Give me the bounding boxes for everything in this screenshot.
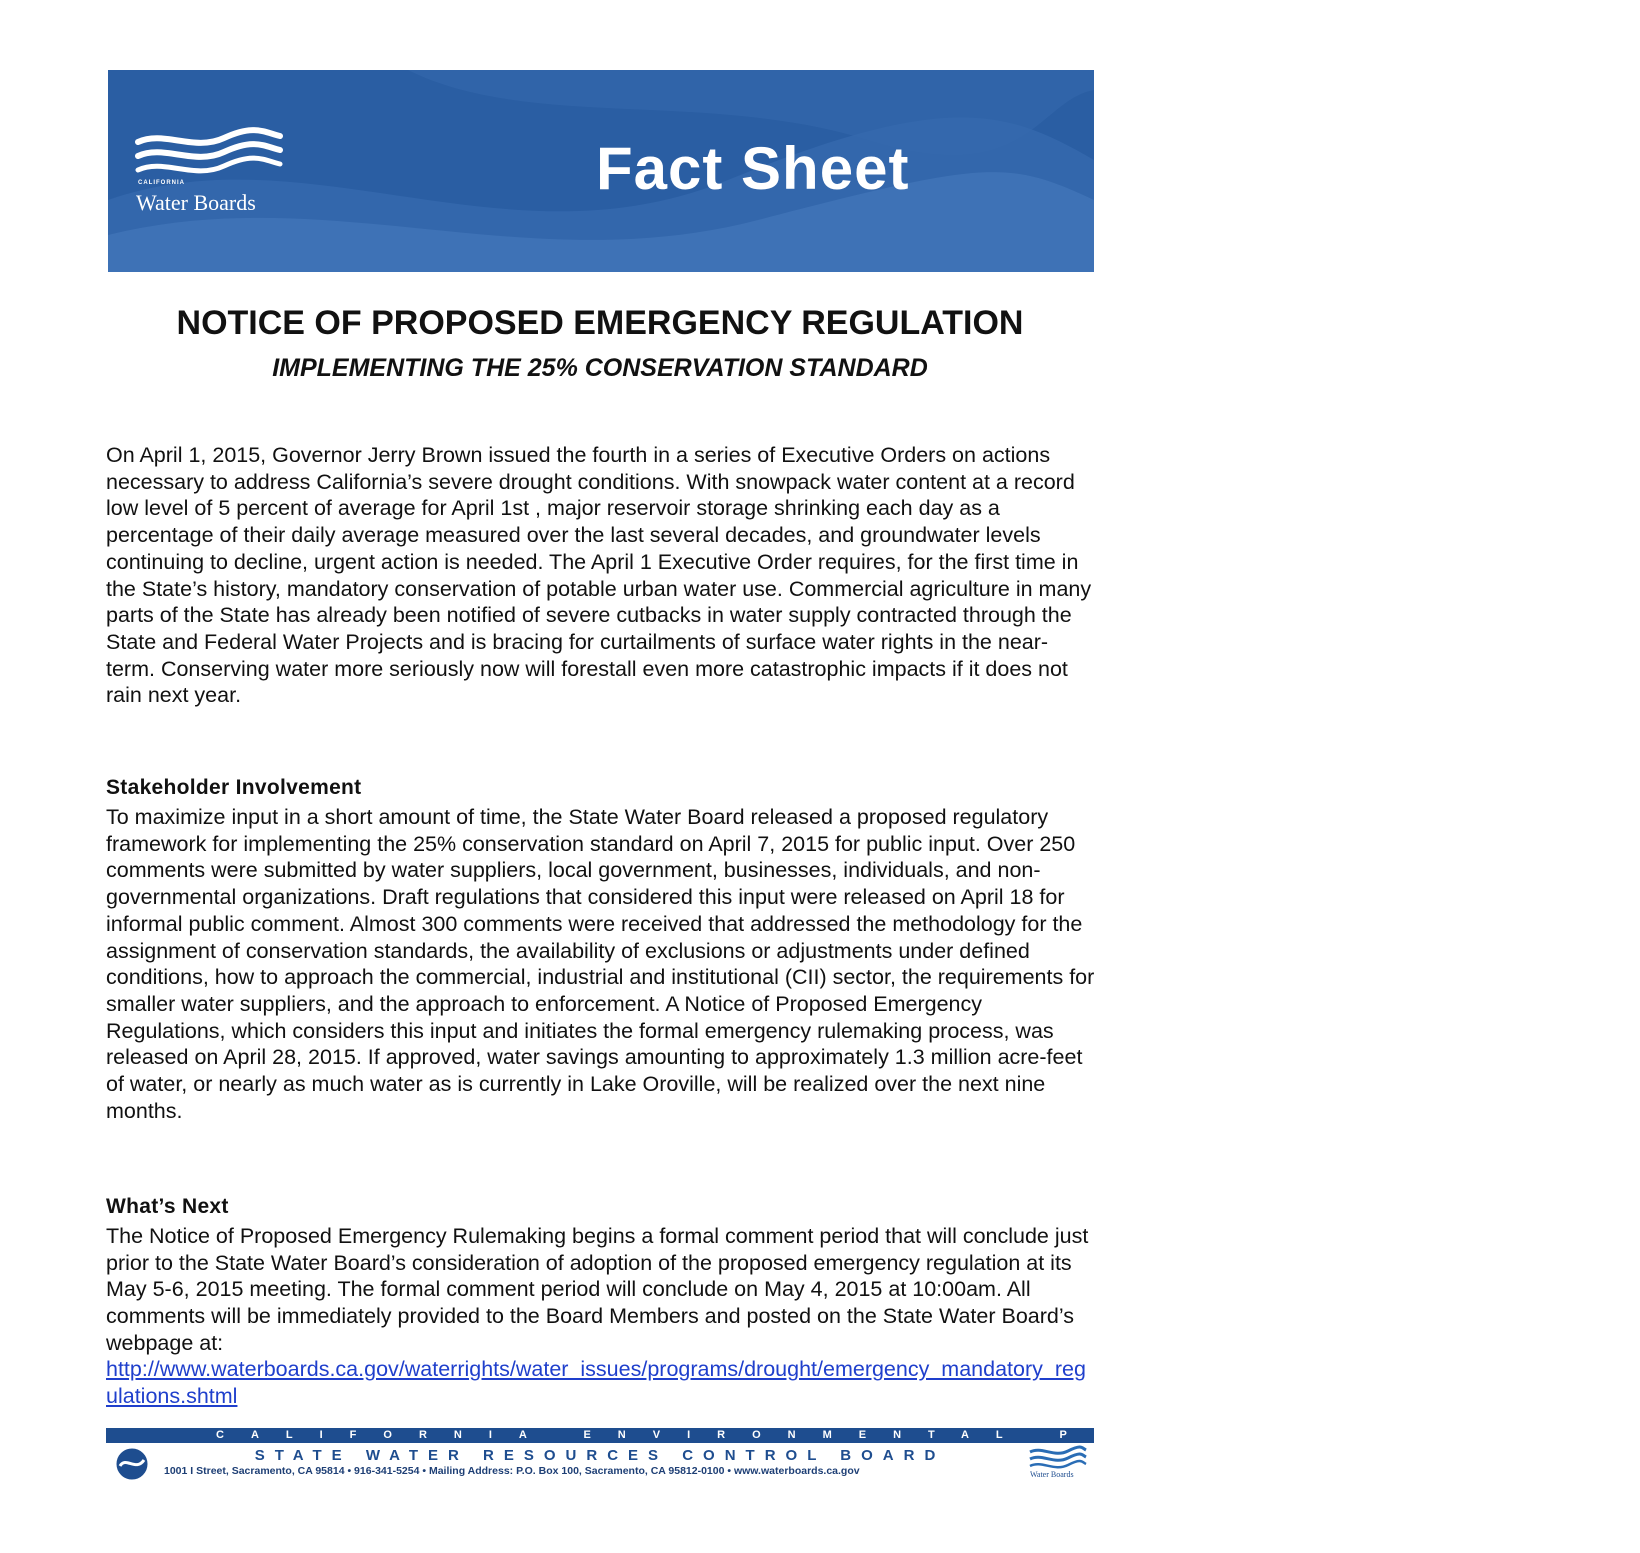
water-waves-icon bbox=[134, 128, 284, 180]
footer-logo-label: Water Boards bbox=[1030, 1470, 1074, 1479]
page-title: NOTICE OF PROPOSED EMERGENCY REGULATION bbox=[176, 304, 1024, 342]
stakeholder-heading: Stakeholder Involvement bbox=[106, 776, 362, 799]
whats-next-heading: What’s Next bbox=[106, 1195, 229, 1218]
contact-address: 1001 I Street, Sacramento, CA 95814 • 916-341-5254 • Mailing Address: P.O. Box 100, Sacramento, CA 95812-0100 • www.waterboards.ca.gov bbox=[164, 1465, 860, 1477]
logo-org-name: Water Boards bbox=[136, 190, 256, 215]
whats-next-paragraph: The Notice of Proposed Emergency Rulemaking begins a formal comment period that will conclude just prior to the State Water Board’s consideration of adoption of the proposed emergency regulation at its May 5-6, 2015 meeting. The formal comment period will conclude on May 4, 2015 at 10:00am. All comments will be immediately provided to the Board Members and posted on the State Water Board’s webpage at: bbox=[106, 1224, 1089, 1355]
regulations-link[interactable]: http://www.waterboards.ca.gov/waterrights/water_issues/programs/drought/emergency_mandatory_regulations.shtml bbox=[106, 1357, 1086, 1408]
page-subtitle: IMPLEMENTING THE 25% CONSERVATION STANDARD bbox=[272, 354, 928, 382]
agency-bar: CALIFORNIA ENVIRONMENTAL PROTECTION AGENCY bbox=[106, 1428, 1094, 1443]
intro-paragraph: On April 1, 2015, Governor Jerry Brown issued the fourth in a series of Executive Orders on actions necessary to address California’s severe drought conditions. With snowpack water content at a record low level of 5 percent of average for April 1st , major reservoir storage shrinking each day as a percentage of their daily average measured over the last several decades, and groundwater levels continuing to decline, urgent action is needed. The April 1 Executive Order requires, for the first time in the State’s history, mandatory conservation of potable urban water use. Commercial agriculture in many parts of the State has already been notified of severe cutbacks in water supply contracted through the State and Federal Water Projects and is bracing for curtailments of surface water rights in the near-term. Conserving water more seriously now will forestall even more catastrophic impacts if it does not rain next year. bbox=[106, 443, 1092, 708]
board-name: STATE WATER RESOURCES CONTROL BOARD bbox=[254, 1447, 946, 1464]
water-boards-logo bbox=[132, 128, 292, 218]
logo-state-label: CALIFORNIA bbox=[138, 180, 185, 186]
water-waves-small-icon bbox=[1028, 1446, 1088, 1470]
fact-sheet-title: Fact Sheet bbox=[596, 135, 910, 202]
footer-water-boards-logo bbox=[1028, 1446, 1088, 1479]
stakeholder-paragraph: To maximize input in a short amount of time, the State Water Board released a proposed regulatory framework for implementing the 25% conservation standard on April 7, 2015 for public input. Over 250 comments were submitted by water suppliers, local government, businesses, individuals, and non-governmental organizations. Draft regulations that considered this input were released on April 18 for informal public comment. Almost 300 comments were received that addressed the methodology for the assignment of conservation standards, the availability of exclusions or adjustments under defined conditions, how to approach the commercial, industrial and institutional (CII) sector, the requirements for smaller water suppliers, and the approach to enforcement. A Notice of Proposed Emergency Regulations, which considers this input and initiates the formal emergency rulemaking process, was released on April 28, 2015. If approved, water savings amounting to approximately 1.3 million acre-feet of water, or nearly as much water as is currently in Lake Oroville, will be realized over the next nine months. bbox=[106, 805, 1095, 1123]
